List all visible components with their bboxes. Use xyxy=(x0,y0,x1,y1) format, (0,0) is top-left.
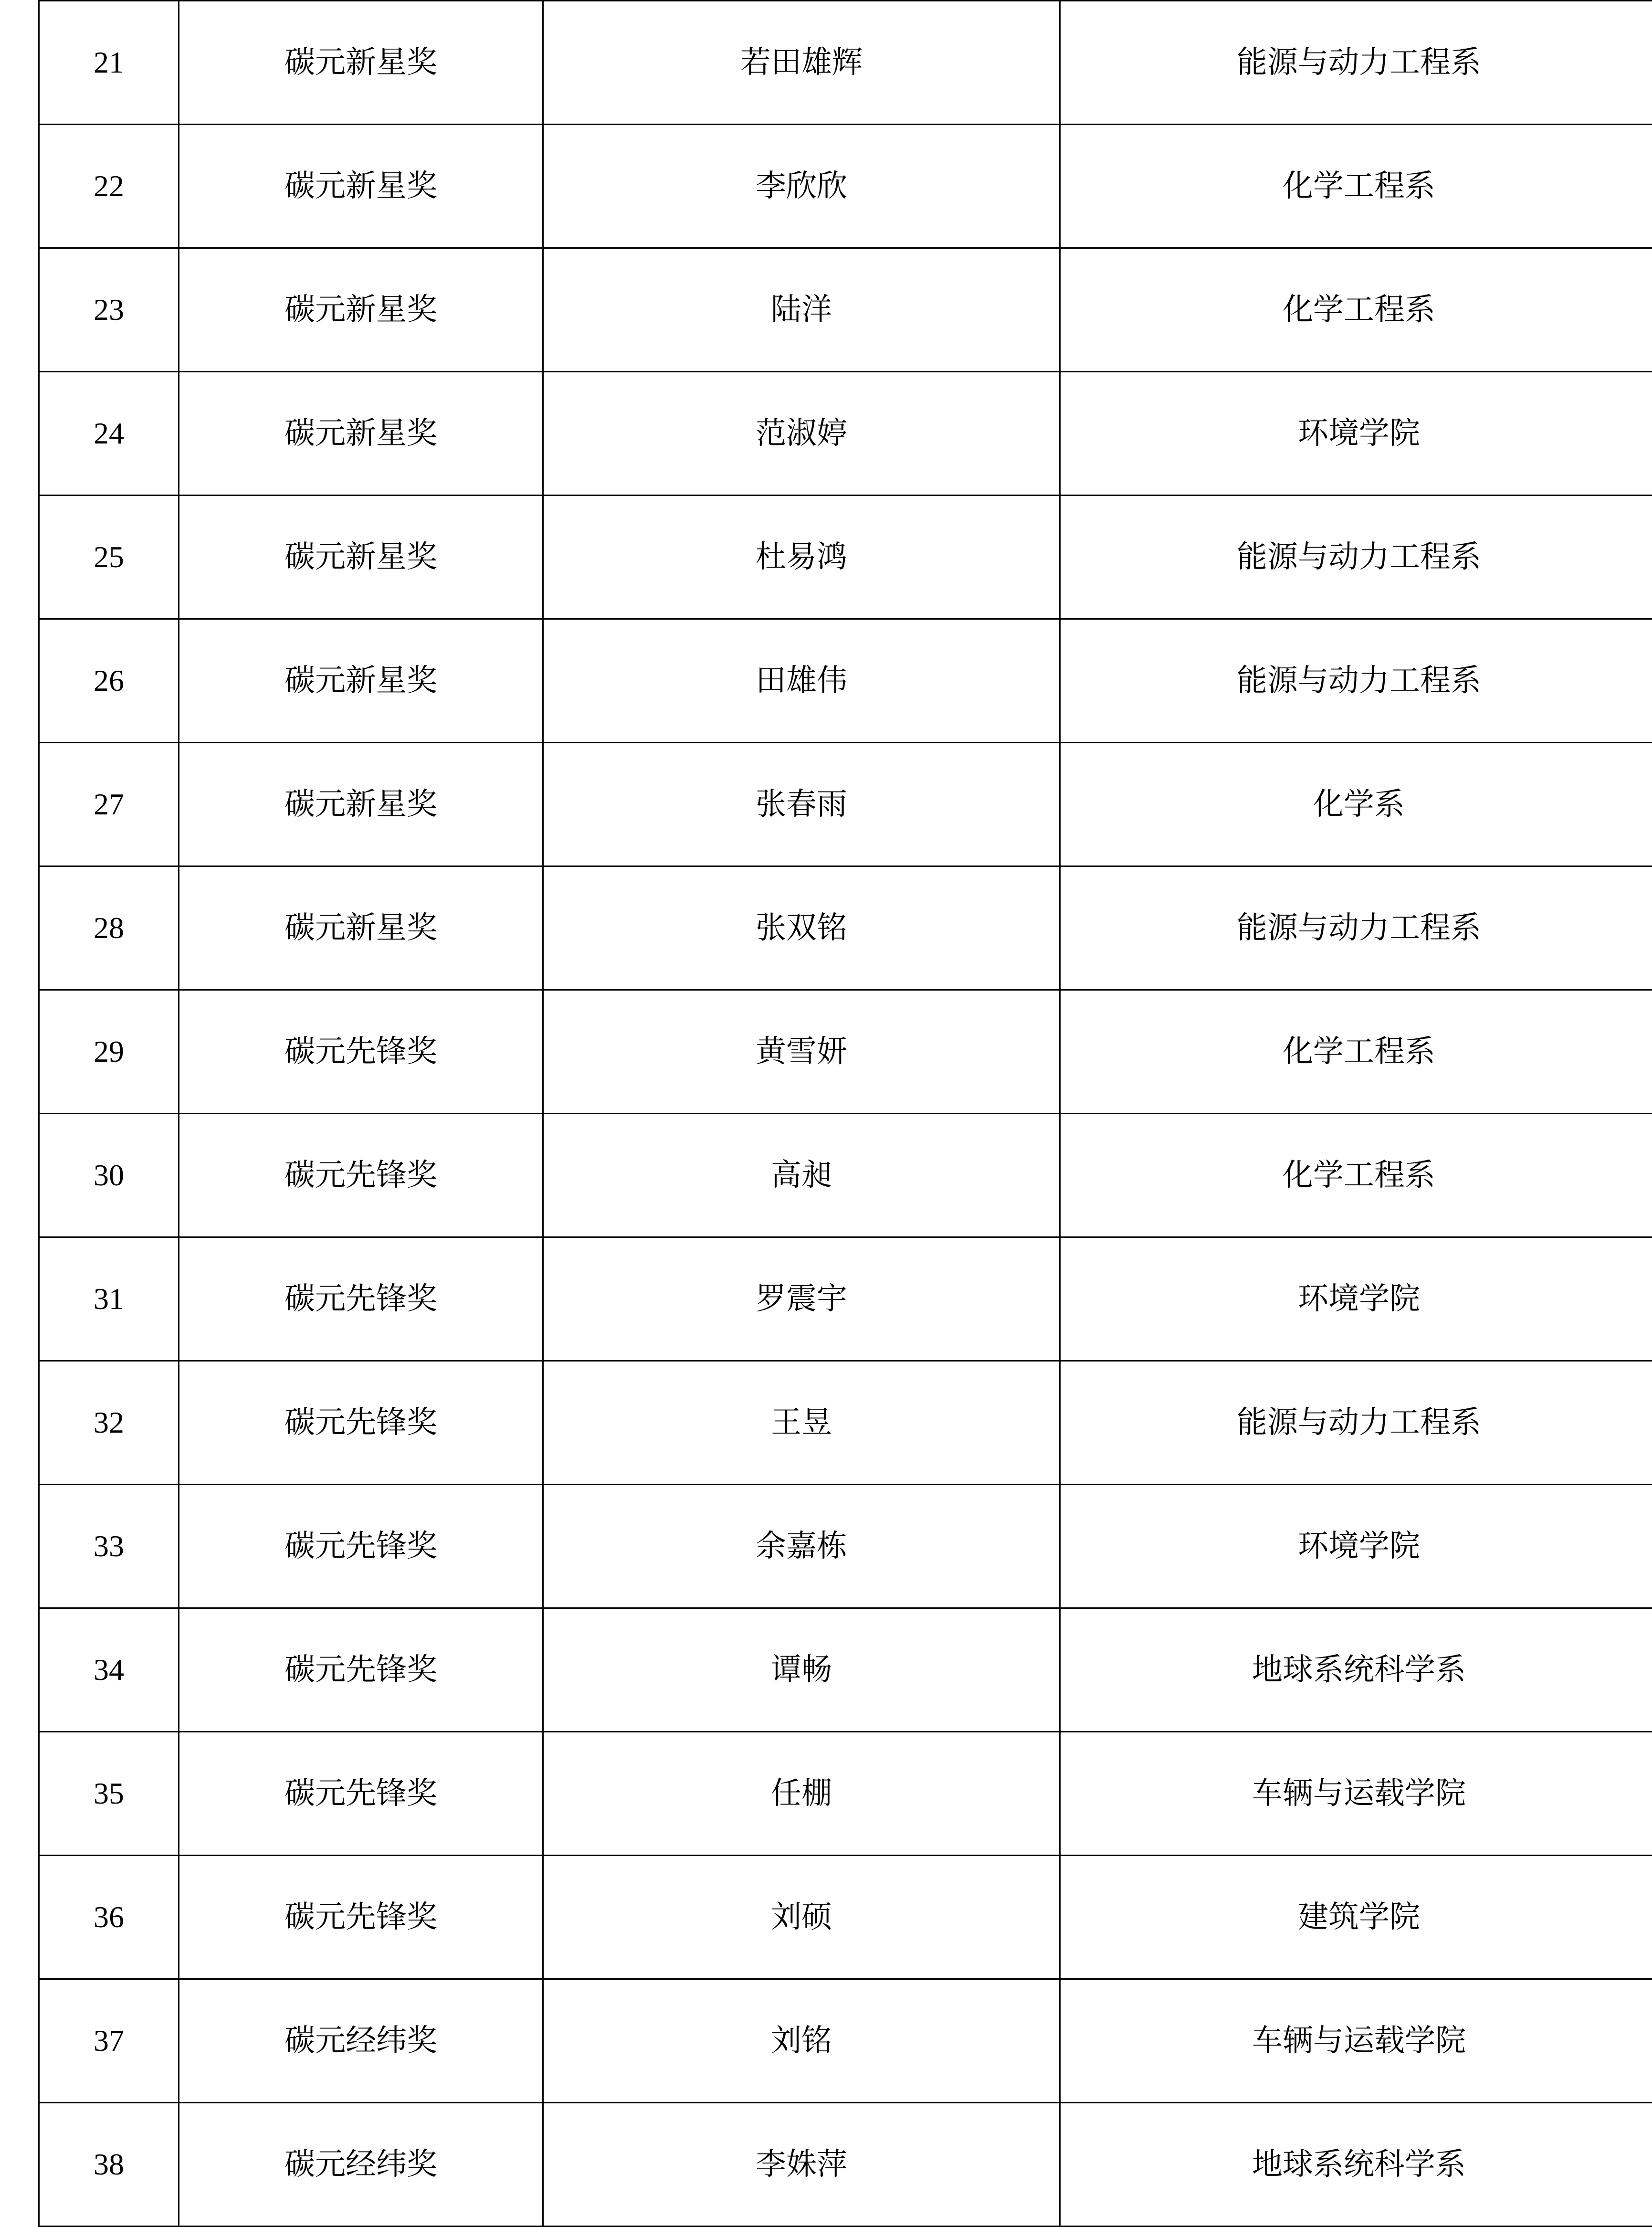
table-row xyxy=(39,125,1652,248)
cell-index: 21 xyxy=(39,1,179,125)
table-row xyxy=(39,1,1652,125)
cell-name: 田雄伟 xyxy=(543,619,1060,743)
table-row xyxy=(39,1856,1652,1979)
cell-dept: 环境学院 xyxy=(1060,1485,1652,1608)
cell-award: 碳元新星奖 xyxy=(179,743,543,866)
cell-name: 陆洋 xyxy=(543,248,1060,372)
cell-award: 碳元新星奖 xyxy=(179,496,543,619)
cell-index: 26 xyxy=(39,619,179,743)
cell-dept: 地球系统科学系 xyxy=(1060,1608,1652,1732)
cell-index: 34 xyxy=(39,1608,179,1732)
cell-index: 38 xyxy=(39,2103,179,2227)
cell-dept: 能源与动力工程系 xyxy=(1060,866,1652,990)
table-row xyxy=(39,990,1652,1114)
cell-name: 刘铭 xyxy=(543,1979,1060,2103)
cell-dept: 化学工程系 xyxy=(1060,990,1652,1114)
cell-name: 张春雨 xyxy=(543,743,1060,866)
cell-name: 范淑婷 xyxy=(543,372,1060,496)
cell-name: 若田雄辉 xyxy=(543,1,1060,125)
cell-index: 31 xyxy=(39,1237,179,1361)
table-row xyxy=(39,248,1652,372)
cell-dept: 环境学院 xyxy=(1060,1237,1652,1361)
cell-award: 碳元新星奖 xyxy=(179,619,543,743)
cell-name: 黄雪妍 xyxy=(543,990,1060,1114)
cell-index: 27 xyxy=(39,743,179,866)
award-table-body xyxy=(39,1,1652,2227)
table-row xyxy=(39,866,1652,990)
cell-name: 张双铭 xyxy=(543,866,1060,990)
cell-dept: 车辆与运载学院 xyxy=(1060,1732,1652,1856)
cell-dept: 化学工程系 xyxy=(1060,248,1652,372)
cell-award: 碳元先锋奖 xyxy=(179,1485,543,1608)
cell-award: 碳元新星奖 xyxy=(179,866,543,990)
table-row xyxy=(39,619,1652,743)
cell-name: 任棚 xyxy=(543,1732,1060,1856)
award-table xyxy=(38,0,1652,2227)
table-row xyxy=(39,1608,1652,1732)
cell-award: 碳元先锋奖 xyxy=(179,1114,543,1237)
cell-index: 23 xyxy=(39,248,179,372)
cell-dept: 化学工程系 xyxy=(1060,1114,1652,1237)
cell-award: 碳元先锋奖 xyxy=(179,990,543,1114)
table-row xyxy=(39,743,1652,866)
cell-index: 35 xyxy=(39,1732,179,1856)
cell-award: 碳元先锋奖 xyxy=(179,1856,543,1979)
cell-index: 24 xyxy=(39,372,179,496)
cell-dept: 能源与动力工程系 xyxy=(1060,619,1652,743)
table-row xyxy=(39,1732,1652,1856)
cell-index: 37 xyxy=(39,1979,179,2103)
cell-dept: 建筑学院 xyxy=(1060,1856,1652,1979)
table-row xyxy=(39,1114,1652,1237)
cell-award: 碳元经纬奖 xyxy=(179,1979,543,2103)
cell-award: 碳元先锋奖 xyxy=(179,1608,543,1732)
cell-index: 30 xyxy=(39,1114,179,1237)
cell-index: 36 xyxy=(39,1856,179,1979)
cell-name: 刘硕 xyxy=(543,1856,1060,1979)
cell-name: 李欣欣 xyxy=(543,125,1060,248)
cell-award: 碳元先锋奖 xyxy=(179,1732,543,1856)
cell-dept: 化学工程系 xyxy=(1060,125,1652,248)
cell-name: 王昱 xyxy=(543,1361,1060,1485)
table-row xyxy=(39,496,1652,619)
cell-name: 谭畅 xyxy=(543,1608,1060,1732)
cell-dept: 车辆与运载学院 xyxy=(1060,1979,1652,2103)
cell-name: 余嘉栋 xyxy=(543,1485,1060,1608)
cell-dept: 能源与动力工程系 xyxy=(1060,1,1652,125)
cell-index: 29 xyxy=(39,990,179,1114)
cell-name: 罗震宇 xyxy=(543,1237,1060,1361)
cell-name: 杜易鸿 xyxy=(543,496,1060,619)
table-row xyxy=(39,372,1652,496)
cell-award: 碳元新星奖 xyxy=(179,248,543,372)
cell-name: 李姝萍 xyxy=(543,2103,1060,2227)
cell-award: 碳元新星奖 xyxy=(179,372,543,496)
cell-award: 碳元新星奖 xyxy=(179,125,543,248)
cell-award: 碳元先锋奖 xyxy=(179,1361,543,1485)
cell-award: 碳元先锋奖 xyxy=(179,1237,543,1361)
table-row xyxy=(39,1485,1652,1608)
cell-name: 高昶 xyxy=(543,1114,1060,1237)
cell-index: 25 xyxy=(39,496,179,619)
cell-award: 碳元经纬奖 xyxy=(179,2103,543,2227)
table-row xyxy=(39,2103,1652,2227)
cell-dept: 环境学院 xyxy=(1060,372,1652,496)
cell-award: 碳元新星奖 xyxy=(179,1,543,125)
cell-index: 33 xyxy=(39,1485,179,1608)
table-row xyxy=(39,1361,1652,1485)
table-row xyxy=(39,1237,1652,1361)
cell-dept: 能源与动力工程系 xyxy=(1060,1361,1652,1485)
cell-index: 28 xyxy=(39,866,179,990)
cell-index: 32 xyxy=(39,1361,179,1485)
table-row xyxy=(39,1979,1652,2103)
cell-dept: 化学系 xyxy=(1060,743,1652,866)
cell-index: 22 xyxy=(39,125,179,248)
cell-dept: 能源与动力工程系 xyxy=(1060,496,1652,619)
cell-dept: 地球系统科学系 xyxy=(1060,2103,1652,2227)
